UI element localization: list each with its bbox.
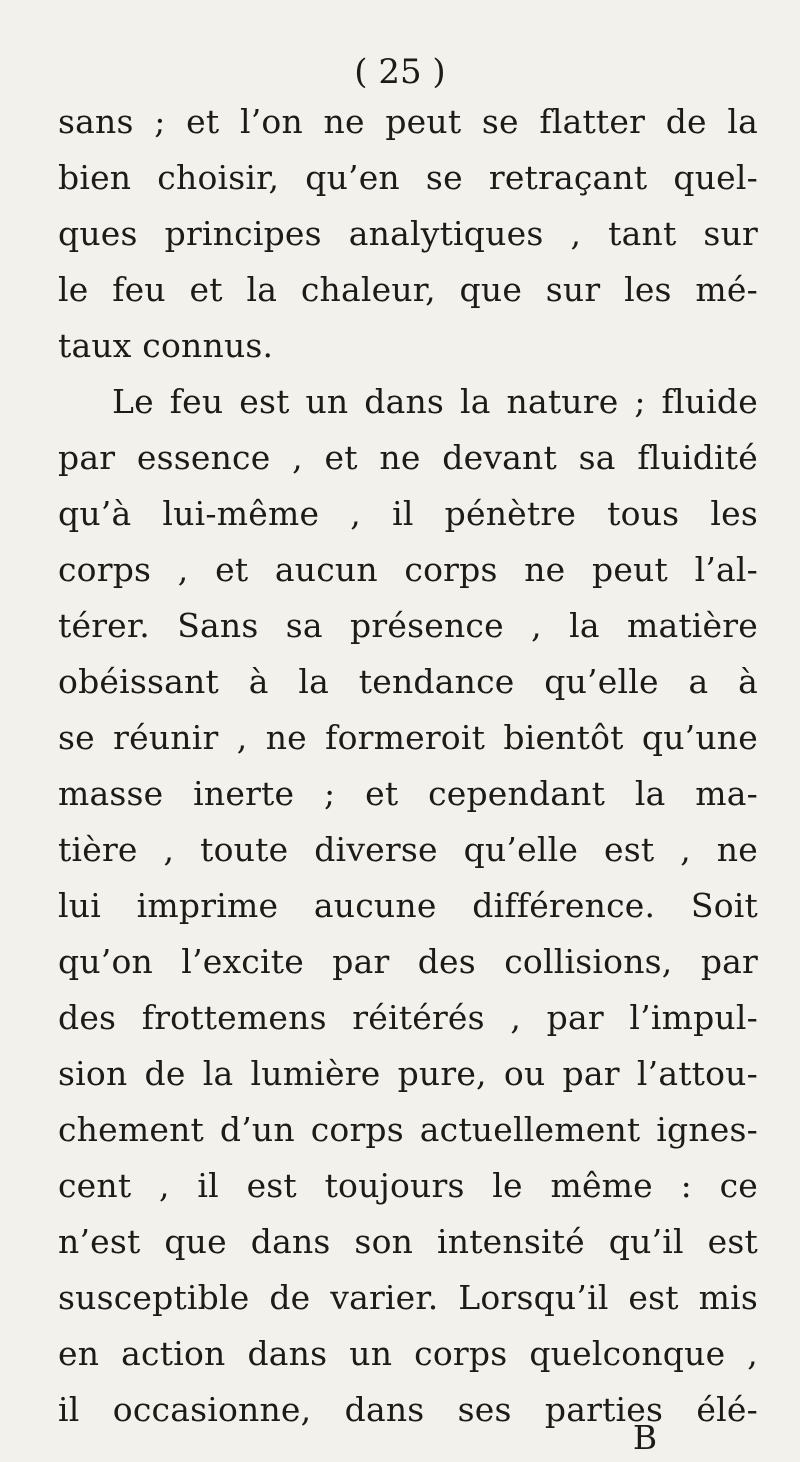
text-line: masse inerte ; et cependant la ma- — [58, 774, 758, 813]
text-line: qu’à lui-même , il pénètre tous les — [58, 494, 758, 533]
text-line: ques principes analytiques , tant sur — [58, 214, 758, 253]
text-line: térer. Sans sa présence , la matière — [58, 606, 758, 645]
signature-mark: B — [632, 1418, 658, 1457]
text-line: bien choisir, qu’en se retraçant quel- — [58, 158, 758, 197]
text-line: se réunir , ne formeroit bientôt qu’une — [58, 718, 758, 757]
text-line: par essence , et ne devant sa fluidité — [58, 438, 758, 477]
text-line: il occasionne, dans ses parties élé- — [58, 1390, 758, 1429]
text-line: taux connus. — [58, 326, 274, 365]
text-line: le feu et la chaleur, que sur les mé- — [58, 270, 758, 309]
page-number: ( 25 ) — [354, 52, 446, 92]
text-line: chement d’un corps actuellement ignes- — [58, 1110, 758, 1149]
text-line: sans ; et l’on ne peut se flatter de la — [58, 102, 758, 141]
text-line: qu’on l’excite par des collisions, par — [58, 942, 758, 981]
text-line: susceptible de varier. Lorsqu’il est mis — [58, 1278, 758, 1317]
text-line: n’est que dans son intensité qu’il est — [58, 1222, 758, 1261]
text-line: corps , et aucun corps ne peut l’al- — [58, 550, 758, 589]
text-line: des frottemens réitérés , par l’impul- — [58, 998, 758, 1037]
text-line: sion de la lumière pure, ou par l’attou- — [58, 1054, 758, 1093]
text-line: tière , toute diverse qu’elle est , ne — [58, 830, 758, 869]
text-line: lui imprime aucune différence. Soit — [58, 886, 758, 925]
text-line: en action dans un corps quelconque , — [58, 1334, 758, 1373]
paragraph-first-line: Le feu est un dans la nature ; fluide — [112, 382, 758, 421]
text-line: obéissant à la tendance qu’elle a à — [58, 662, 758, 701]
text-line: cent , il est toujours le même : ce — [58, 1166, 758, 1205]
